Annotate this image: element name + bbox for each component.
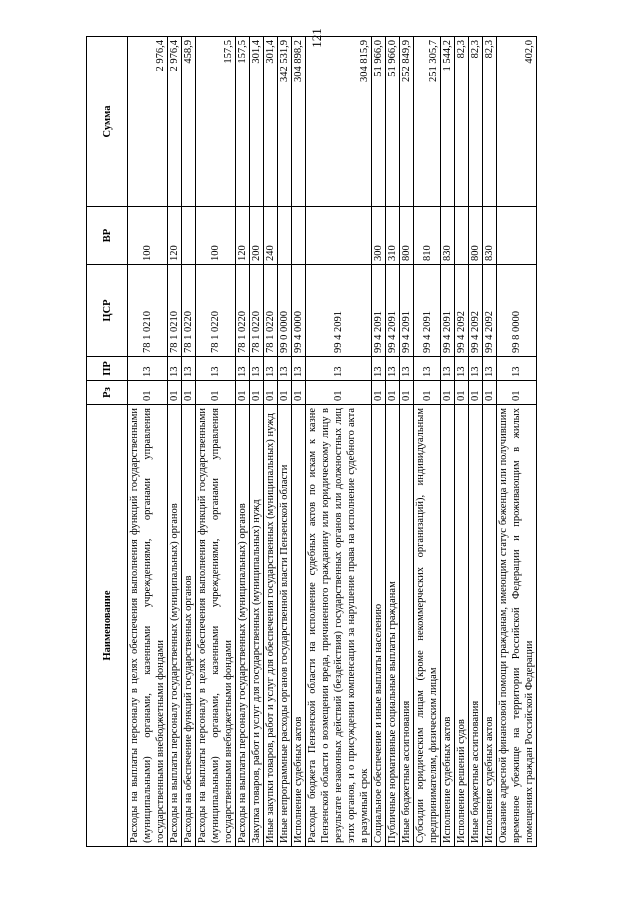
cell-name: Исполнение судебных актов xyxy=(483,405,497,847)
cell-name: Исполнение судебных актов xyxy=(292,405,306,847)
cell-name: Расходы на обеспечение функций государственных органов xyxy=(182,405,196,847)
table-row xyxy=(168,37,182,847)
cell-rz: 01 xyxy=(372,381,386,405)
header-row xyxy=(87,37,128,847)
cell-vr: 120 xyxy=(236,207,250,265)
cell-vr: 830 xyxy=(441,207,455,265)
cell-rz: 01 xyxy=(196,381,236,405)
cell-vr: 310 xyxy=(386,207,400,265)
cell-rz: 01 xyxy=(455,381,469,405)
cell-rz: 01 xyxy=(292,381,306,405)
cell-rz: 01 xyxy=(441,381,455,405)
cell-name: Иные бюджетные ассигнования xyxy=(469,405,483,847)
cell-pr: 13 xyxy=(182,357,196,381)
cell-rz: 01 xyxy=(414,381,441,405)
cell-rz: 01 xyxy=(469,381,483,405)
cell-csr: 99 4 2091 xyxy=(306,265,372,357)
cell-csr: 99 4 2092 xyxy=(469,265,483,357)
cell-vr: 810 xyxy=(414,207,441,265)
cell-sum: 301,4 xyxy=(250,37,264,207)
cell-sum: 2 976,4 xyxy=(168,37,182,207)
cell-sum: 252 849,9 xyxy=(400,37,414,207)
cell-name: Расходы на выплаты персоналу в целях обеспечения выполнения функций государственными (муниципальными) органами, казенными учреждениями, органами управления государственными внебюджетными фондами xyxy=(128,405,168,847)
cell-csr: 99 4 2092 xyxy=(455,265,469,357)
cell-pr: 13 xyxy=(306,357,372,381)
table-row xyxy=(469,37,483,847)
cell-csr: 78 1 0220 xyxy=(250,265,264,357)
cell-pr: 13 xyxy=(196,357,236,381)
table-row xyxy=(306,37,372,847)
cell-sum: 304 898,2 xyxy=(292,37,306,207)
cell-rz: 01 xyxy=(386,381,400,405)
cell-pr: 13 xyxy=(400,357,414,381)
cell-name: Иные закупки товаров, работ и услуг для обеспечения государственных (муниципальных) нужд xyxy=(264,405,278,847)
cell-rz: 01 xyxy=(182,381,196,405)
cell-sum: 51 966,0 xyxy=(386,37,400,207)
cell-csr: 99 4 2091 xyxy=(441,265,455,357)
cell-pr: 13 xyxy=(469,357,483,381)
cell-pr: 13 xyxy=(386,357,400,381)
cell-vr: 120 xyxy=(168,207,182,265)
cell-pr: 13 xyxy=(497,357,537,381)
cell-csr: 78 1 0220 xyxy=(196,265,236,357)
cell-vr: 830 xyxy=(483,207,497,265)
cell-vr xyxy=(455,207,469,265)
cell-csr: 78 1 0220 xyxy=(264,265,278,357)
cell-name: Исполнение решений судов xyxy=(455,405,469,847)
cell-pr: 13 xyxy=(372,357,386,381)
cell-pr: 13 xyxy=(168,357,182,381)
header-csr: ЦСР xyxy=(87,265,128,357)
cell-pr: 13 xyxy=(128,357,168,381)
cell-vr: 200 xyxy=(250,207,264,265)
table-row xyxy=(196,37,236,847)
cell-csr: 78 1 0220 xyxy=(236,265,250,357)
cell-name: Расходы на выплаты персоналу в целях обеспечения выполнения функций государственными (муниципальными) органами, казенными учреждениями, органами управления государственными внебюджетными фондами xyxy=(196,405,236,847)
cell-rz: 01 xyxy=(483,381,497,405)
cell-sum: 251 305,7 xyxy=(414,37,441,207)
table-row xyxy=(497,37,537,847)
table-row xyxy=(250,37,264,847)
cell-name: Субсидии юридическим лицам (кроме некоммерческих организаций), индивидуальным предпринимателям, физическим лицам xyxy=(414,405,441,847)
cell-name: Расходы на выплаты персоналу государственных (муниципальных) органов xyxy=(168,405,182,847)
table-row xyxy=(372,37,386,847)
cell-vr: 100 xyxy=(196,207,236,265)
cell-sum: 51 966,0 xyxy=(372,37,386,207)
table-body xyxy=(128,37,537,847)
cell-name: Иные бюджетные ассигнования xyxy=(400,405,414,847)
cell-rz: 01 xyxy=(400,381,414,405)
budget-table xyxy=(86,36,537,847)
cell-vr: 100 xyxy=(128,207,168,265)
cell-sum: 82,3 xyxy=(483,37,497,207)
cell-sum: 82,3 xyxy=(469,37,483,207)
cell-rz: 01 xyxy=(250,381,264,405)
cell-name: Расходы бюджета Пензенской области на исполнение судебных актов по искам к казне Пензенской области о возмещении вреда, причиненного гражданину или юридическому лицу в результате незаконных действий (бездействия) государственных органов или должностных лиц этих органов, и о присуждении компенсации за нарушение права на исполнение судебного акта в разумный срок xyxy=(306,405,372,847)
cell-pr: 13 xyxy=(292,357,306,381)
table-row xyxy=(182,37,196,847)
cell-csr: 78 1 0210 xyxy=(128,265,168,357)
cell-sum: 342 531,9 xyxy=(278,37,292,207)
cell-vr xyxy=(182,207,196,265)
table-row xyxy=(483,37,497,847)
cell-pr: 13 xyxy=(414,357,441,381)
cell-rz: 01 xyxy=(306,381,372,405)
cell-sum: 301,4 xyxy=(264,37,278,207)
cell-sum: 2 976,4 xyxy=(128,37,168,207)
cell-name: Публичные нормативные социальные выплаты гражданам xyxy=(386,405,400,847)
cell-pr: 13 xyxy=(236,357,250,381)
table-row xyxy=(128,37,168,847)
table-row xyxy=(455,37,469,847)
cell-csr: 78 1 0220 xyxy=(182,265,196,357)
cell-name: Иные непрограммные расходы органов государственной власти Пензенской области xyxy=(278,405,292,847)
cell-name: Оказание адресной финансовой помощи гражданам, имеющим статус беженца или получившим временное убежище на территории Российской Федерации и проживающим в жилых помещениях граждан Российской Федерации xyxy=(497,405,537,847)
cell-vr xyxy=(292,207,306,265)
cell-sum: 157,5 xyxy=(196,37,236,207)
cell-csr: 99 4 2091 xyxy=(414,265,441,357)
cell-pr: 13 xyxy=(264,357,278,381)
cell-csr: 78 1 0210 xyxy=(168,265,182,357)
cell-csr: 99 4 2092 xyxy=(483,265,497,357)
cell-vr: 800 xyxy=(469,207,483,265)
header-name: Наименование xyxy=(87,405,128,847)
cell-csr: 99 8 0000 xyxy=(497,265,537,357)
cell-csr: 99 4 2091 xyxy=(386,265,400,357)
cell-csr: 99 4 2091 xyxy=(372,265,386,357)
cell-sum: 1 544,2 xyxy=(441,37,455,207)
cell-csr: 99 0 0000 xyxy=(278,265,292,357)
cell-name: Социальное обеспечение и иные выплаты населению xyxy=(372,405,386,847)
header-sum: Сумма xyxy=(87,37,128,207)
cell-rz: 01 xyxy=(168,381,182,405)
cell-vr: 800 xyxy=(400,207,414,265)
cell-sum: 402,0 xyxy=(497,37,537,207)
rotated-page xyxy=(86,37,622,847)
cell-csr: 99 4 0000 xyxy=(292,265,306,357)
header-vr: ВР xyxy=(87,207,128,265)
cell-pr: 13 xyxy=(250,357,264,381)
cell-vr xyxy=(497,207,537,265)
table-row xyxy=(264,37,278,847)
cell-sum: 157,5 xyxy=(236,37,250,207)
cell-rz: 01 xyxy=(497,381,537,405)
cell-vr: 300 xyxy=(372,207,386,265)
cell-name: Исполнение судебных актов xyxy=(441,405,455,847)
cell-pr: 13 xyxy=(483,357,497,381)
cell-sum: 458,9 xyxy=(182,37,196,207)
table-row xyxy=(236,37,250,847)
table-row xyxy=(278,37,292,847)
cell-pr: 13 xyxy=(278,357,292,381)
cell-csr: 99 4 2091 xyxy=(400,265,414,357)
cell-name: Расходы на выплаты персоналу государственных (муниципальных) органов xyxy=(236,405,250,847)
cell-rz: 01 xyxy=(236,381,250,405)
table-row xyxy=(400,37,414,847)
table-row xyxy=(386,37,400,847)
cell-rz: 01 xyxy=(264,381,278,405)
cell-vr xyxy=(306,207,372,265)
cell-pr: 13 xyxy=(455,357,469,381)
cell-name: Закупка товаров, работ и услуг для государственных (муниципальных) нужд xyxy=(250,405,264,847)
cell-rz: 01 xyxy=(128,381,168,405)
table-row xyxy=(414,37,441,847)
header-pr: ПР xyxy=(87,357,128,381)
table-row xyxy=(292,37,306,847)
cell-vr: 240 xyxy=(264,207,278,265)
cell-pr: 13 xyxy=(441,357,455,381)
cell-rz: 01 xyxy=(278,381,292,405)
page-number: 121 xyxy=(309,28,324,48)
header-rz: Рз xyxy=(87,381,128,405)
cell-sum: 304 815,9 xyxy=(306,37,372,207)
cell-sum: 82,3 xyxy=(455,37,469,207)
cell-vr xyxy=(278,207,292,265)
table-row xyxy=(441,37,455,847)
